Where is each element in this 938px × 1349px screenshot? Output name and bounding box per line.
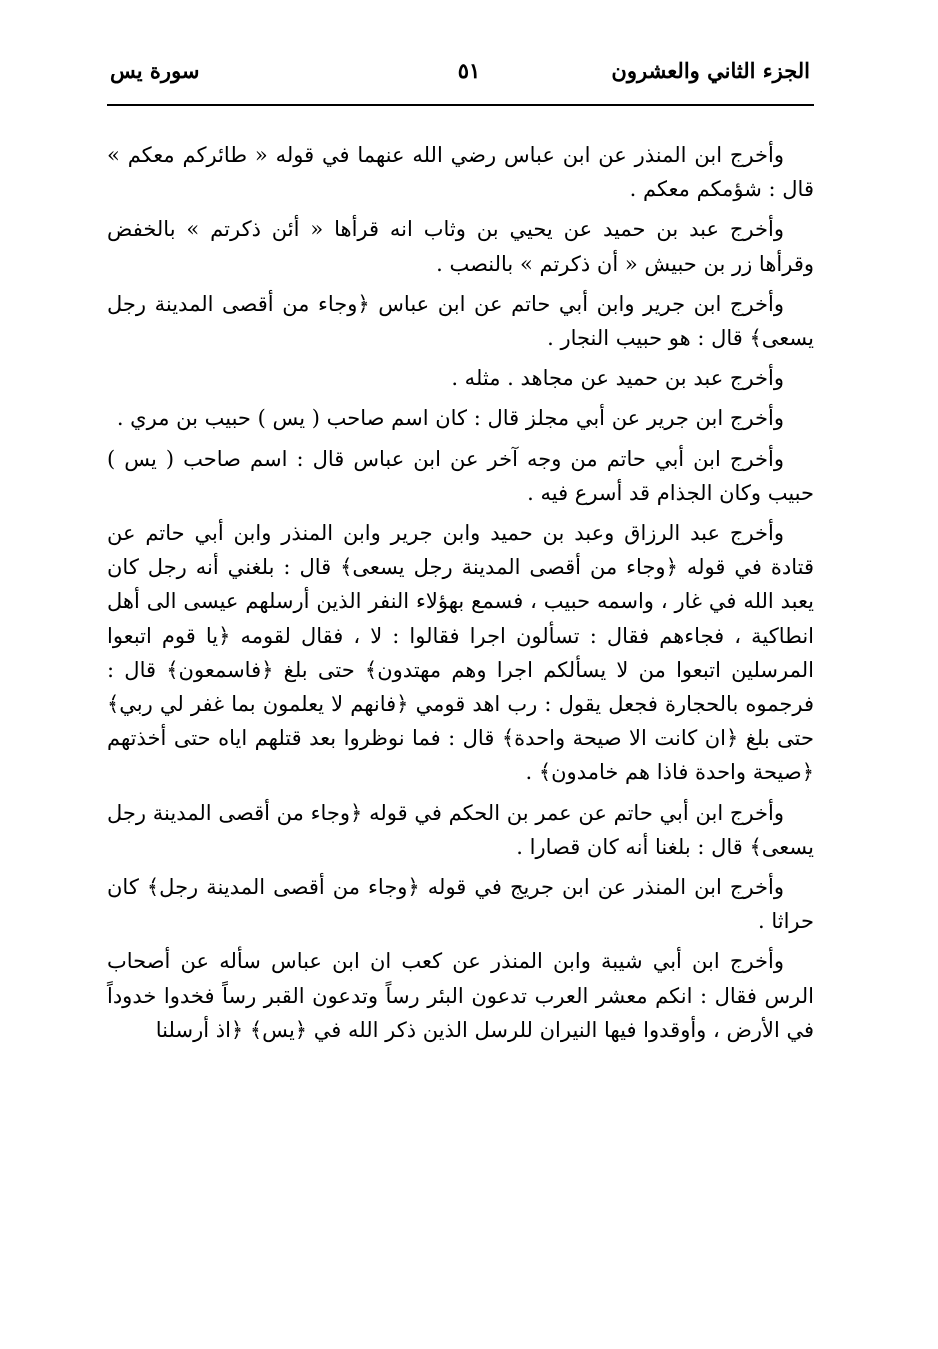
- surah-title: سورة يس: [110, 58, 200, 83]
- paragraph: وأخرج ابن أبي شيبة وابن المنذر عن كعب ان ابن عباس سأله عن أصحاب الرس فقال : انكم معشر العرب تدعون البئر رساً وتدعون القبر رساً فخدوا خدوداً في الأرض ، وأوقدوا فيها النيران للرسل الذين ذكر الله في ﴿يس﴾ ﴿اذ أرسلنا: [107, 949, 814, 1042]
- paragraph: وأخرج ابن المنذر عن ابن جريج في قوله ﴿وجاء من أقصى المدينة رجل﴾ كان حراثا .: [107, 875, 814, 934]
- paragraph: وأخرج عبد الرزاق وعبد بن حميد وابن جرير وابن المنذر وابن أبي حاتم عن قتادة في قوله ﴿وجاء من أقصى المدينة رجل يسعى﴾ قال : بلغني أنه رجل كان يعبد الله في غار ، واسمه حبيب ، فسمع بهؤلاء النفر الذين أرسلهم عيسى الى أهل انطاكية ، فجاءهم فقال : تسألون اجرا فقالوا : لا ، فقال لقومه ﴿يا قوم اتبعوا المرسلين اتبعوا من لا يسألكم اجرا وهم مهتدون﴾ حتى بلغ ﴿فاسمعون﴾ قال : فرجموه بالحجارة فجعل يقول : رب اهد قومي ﴿فانهم لا يعلمون بما غفر لي ربي﴾ حتى بلغ ﴿ان كانت الا صيحة واحدة﴾ قال : فما نوظروا بعد قتلهم اياه حتى أخذتهم ﴿صيحة واحدة فاذا هم خامدون﴾ .: [107, 521, 814, 785]
- paragraph: وأخرج عبد بن حميد عن يحيي بن وثاب انه قرأها « أئن ذكرتم » بالخفض وقرأها زر بن حبيش « أن ذكرتم » بالنصب .: [107, 217, 814, 276]
- part-title: الجزء الثاني والعشرون: [611, 58, 810, 83]
- paragraph: وأخرج عبد بن حميد عن مجاهد . مثله .: [451, 366, 784, 391]
- header-divider: [107, 104, 814, 106]
- page-body: [107, 138, 814, 1053]
- paragraph: وأخرج ابن أبي حاتم عن عمر بن الحكم في قوله ﴿وجاء من أقصى المدينة رجل يسعى﴾ قال : بلغنا أنه كان قصارا .: [107, 800, 814, 859]
- paragraph: وأخرج ابن المنذر عن ابن عباس رضي الله عنهما في قوله « طائركم معكم » قال : شؤمكم معكم .: [107, 143, 814, 202]
- paragraph: وأخرج ابن أبي حاتم من وجه آخر عن ابن عباس قال : اسم صاحب ( يس ) حبيب وكان الجذام قد أسرع فيه .: [107, 446, 814, 505]
- paragraph: وأخرج ابن جرير وابن أبي حاتم عن ابن عباس ﴿وجاء من أقصى المدينة رجل يسعى﴾ قال : هو حبيب النجار .: [107, 291, 814, 351]
- paragraph: وأخرج ابن جرير عن أبي مجلز قال : كان اسم صاحب ( يس ) حبيب بن مري .: [116, 406, 784, 431]
- page-number: ٥١: [457, 58, 481, 83]
